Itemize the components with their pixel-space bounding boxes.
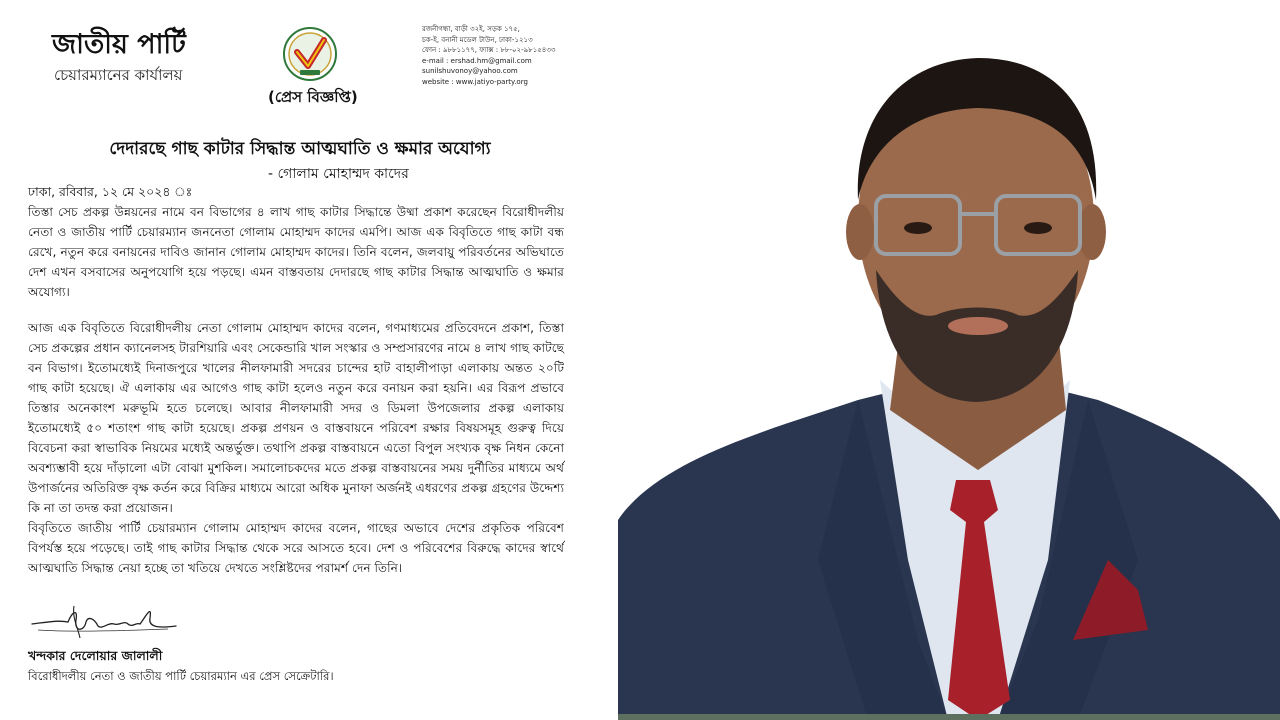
contact-line: ফোন : ৯৮৮১১৭৭, ফ্যাক্স : ৮৮-০২-৯৮১৫৪৩৩: [422, 46, 556, 54]
contact-line: চক-ই, বনানী মডেল টাউন, ঢাকা-১২১৩: [422, 35, 533, 44]
office-name: চেয়ারম্যানের কার্যালয়: [54, 66, 183, 84]
paragraph: আজ এক বিবৃতিতে বিরোধীদলীয় নেতা গোলাম মোহাম্মদ কাদের বলেন, গণমাধ্যমের প্রতিবেদনে প্রকাশ, তিস্তা সেচ প্রকল্পের প্রধান ক্যানেলসহ টারশিয়ারি এবং সেকেন্ডারি খাল সংস্কার ও সম্প্রসারণের নামে ৪ লাখ গাছ কাটছে বন বিভাগ। ইতোমধ্যেই দিনাজপুরে খালের নীলফামারী সদরের চান্দের হাট বাহালীপাড়া এলাকায় অন্তত ২০টি গাছ কাটা হয়েছে। ঐ এলাকায় এর আগেও গাছ কাটা হলেও নতুন করে বনায়ন করা হয়নি। এর বিরূপ প্রভাবে তিস্তার অনেকাংশ মরুভূমি হতে চলেছে। আবার নীলফামারী সদর ও ডিমলা উপজেলার প্রকল্প এলাকায় ইতোমধ্যেই ৫০ শতাংশ গাছ কাটা হয়েছে। প্রকল্প প্রণয়ন ও বাস্তবায়নে পরিবেশ রক্ষার বিষয়সমূহ গুরুত্ব দিয়ে বিবেচনা করা স্বাভাবিক নিয়মের মধ্যেই অন্তর্ভুক্ত। তথাপি প্রকল্প বাস্তবায়নে এতো বিপুল সংখ্যক বৃক্ষ নিধন কেনো অবশ্যম্ভাবী হয়ে দাঁড়ালো এটা বোঝা মুশকিল। সমালোচকদের মতে প্রকল্প বাস্তবায়নের সময় দুর্নীতির মাধ্যমে অর্থ উপার্জনের অতিরিক্ত বৃক্ষ কর্তন করে বিক্রির মাধ্যমে আরো অধিক মুনাফা অর্জনই এধরণের প্রকল্প গ্রহণের উদ্দেশ্য কি না তা তদন্ত করা প্রয়োজন।: [28, 321, 564, 515]
signatory-title: বিরোধীদলীয় নেতা ও জাতীয় পার্টি চেয়ারম্যান এর প্রেস সেক্রেটারি।: [28, 669, 334, 683]
portrait-illustration: [618, 0, 1280, 720]
signatory-name: খন্দকার দেলোয়ার জালালী: [28, 648, 163, 663]
contact-email: e-mail : ershad.hm@gmail.com: [422, 56, 532, 65]
portrait-photo: [618, 0, 1280, 720]
contact-email: sunilshuvonoy@yahoo.com: [422, 67, 518, 75]
party-name: জাতীয় পার্টি: [52, 29, 186, 60]
headline: দেদারছে গাছ কাটার সিদ্ধান্ত আত্মঘাতি ও ক্ষমার অযোগ্য: [109, 139, 491, 159]
handwritten-signature: [28, 598, 180, 644]
paragraph: বিবৃতিতে জাতীয় পার্টি চেয়ারম্যান গোলাম মোহাম্মদ কাদের বলেন, গাছের অভাবে দেশের প্রকৃতিক পরিবেশ বিপর্যস্ত হয়ে পড়েছে। তাই গাছ কাটার সিদ্ধান্ত থেকে সরে আসতে হবে। দেশ ও পরিবেশের বিরুদ্ধে কাদের স্বার্থে আত্মঘাতি সিদ্ধান্ত নেয়া হচ্ছে তা খতিয়ে দেখতে সংশ্লিষ্টদের পরামর্শ দেন তিনি।: [28, 521, 564, 575]
contact-block: [422, 24, 555, 87]
press-release-label: (প্রেস বিজ্ঞপ্তি): [268, 88, 358, 106]
byline: - গোলাম মোহাম্মদ কাদের: [268, 166, 409, 182]
dateline: ঢাকা, রবিবার, ১২ মে ২০২৪ ঃ: [28, 184, 193, 199]
contact-website: website : www.jatiyo-party.org: [422, 77, 528, 86]
party-logo-icon: [282, 26, 338, 82]
press-release-document: [0, 0, 600, 720]
photo-bottom-bar: [618, 714, 1280, 720]
contact-line: রজনীগন্ধা, বাড়ী ৩২ই, সড়ক ১৭৫,: [422, 25, 520, 33]
paragraph: তিস্তা সেচ প্রকল্প উন্নয়নের নামে বন বিভাগের ৪ লাখ গাছ কাটার সিদ্ধান্তে উষ্মা প্রকাশ করেছেন বিরোধীদলীয় নেতা ও জাতীয় পার্টি চেয়ারম্যান জননেতা গোলাম মোহাম্মদ কাদের এমপি। আজ এক বিবৃতিতে গাছ কাটা বন্ধ রেখে, নতুন করে বনায়নের দাবিও জানান গোলাম মোহাম্মদ কাদের। তিনি বলেন, জলবায়ু পরিবর্তনের অভিঘাতে দেশ এখন বসবাসের অনুপযোগি হয়ে পড়ছে। এমন বাস্তবতায় দেদারছে গাছ কাটার সিদ্ধান্ত আত্মঘাতি ও ক্ষমার অযোগ্য।: [28, 205, 564, 299]
